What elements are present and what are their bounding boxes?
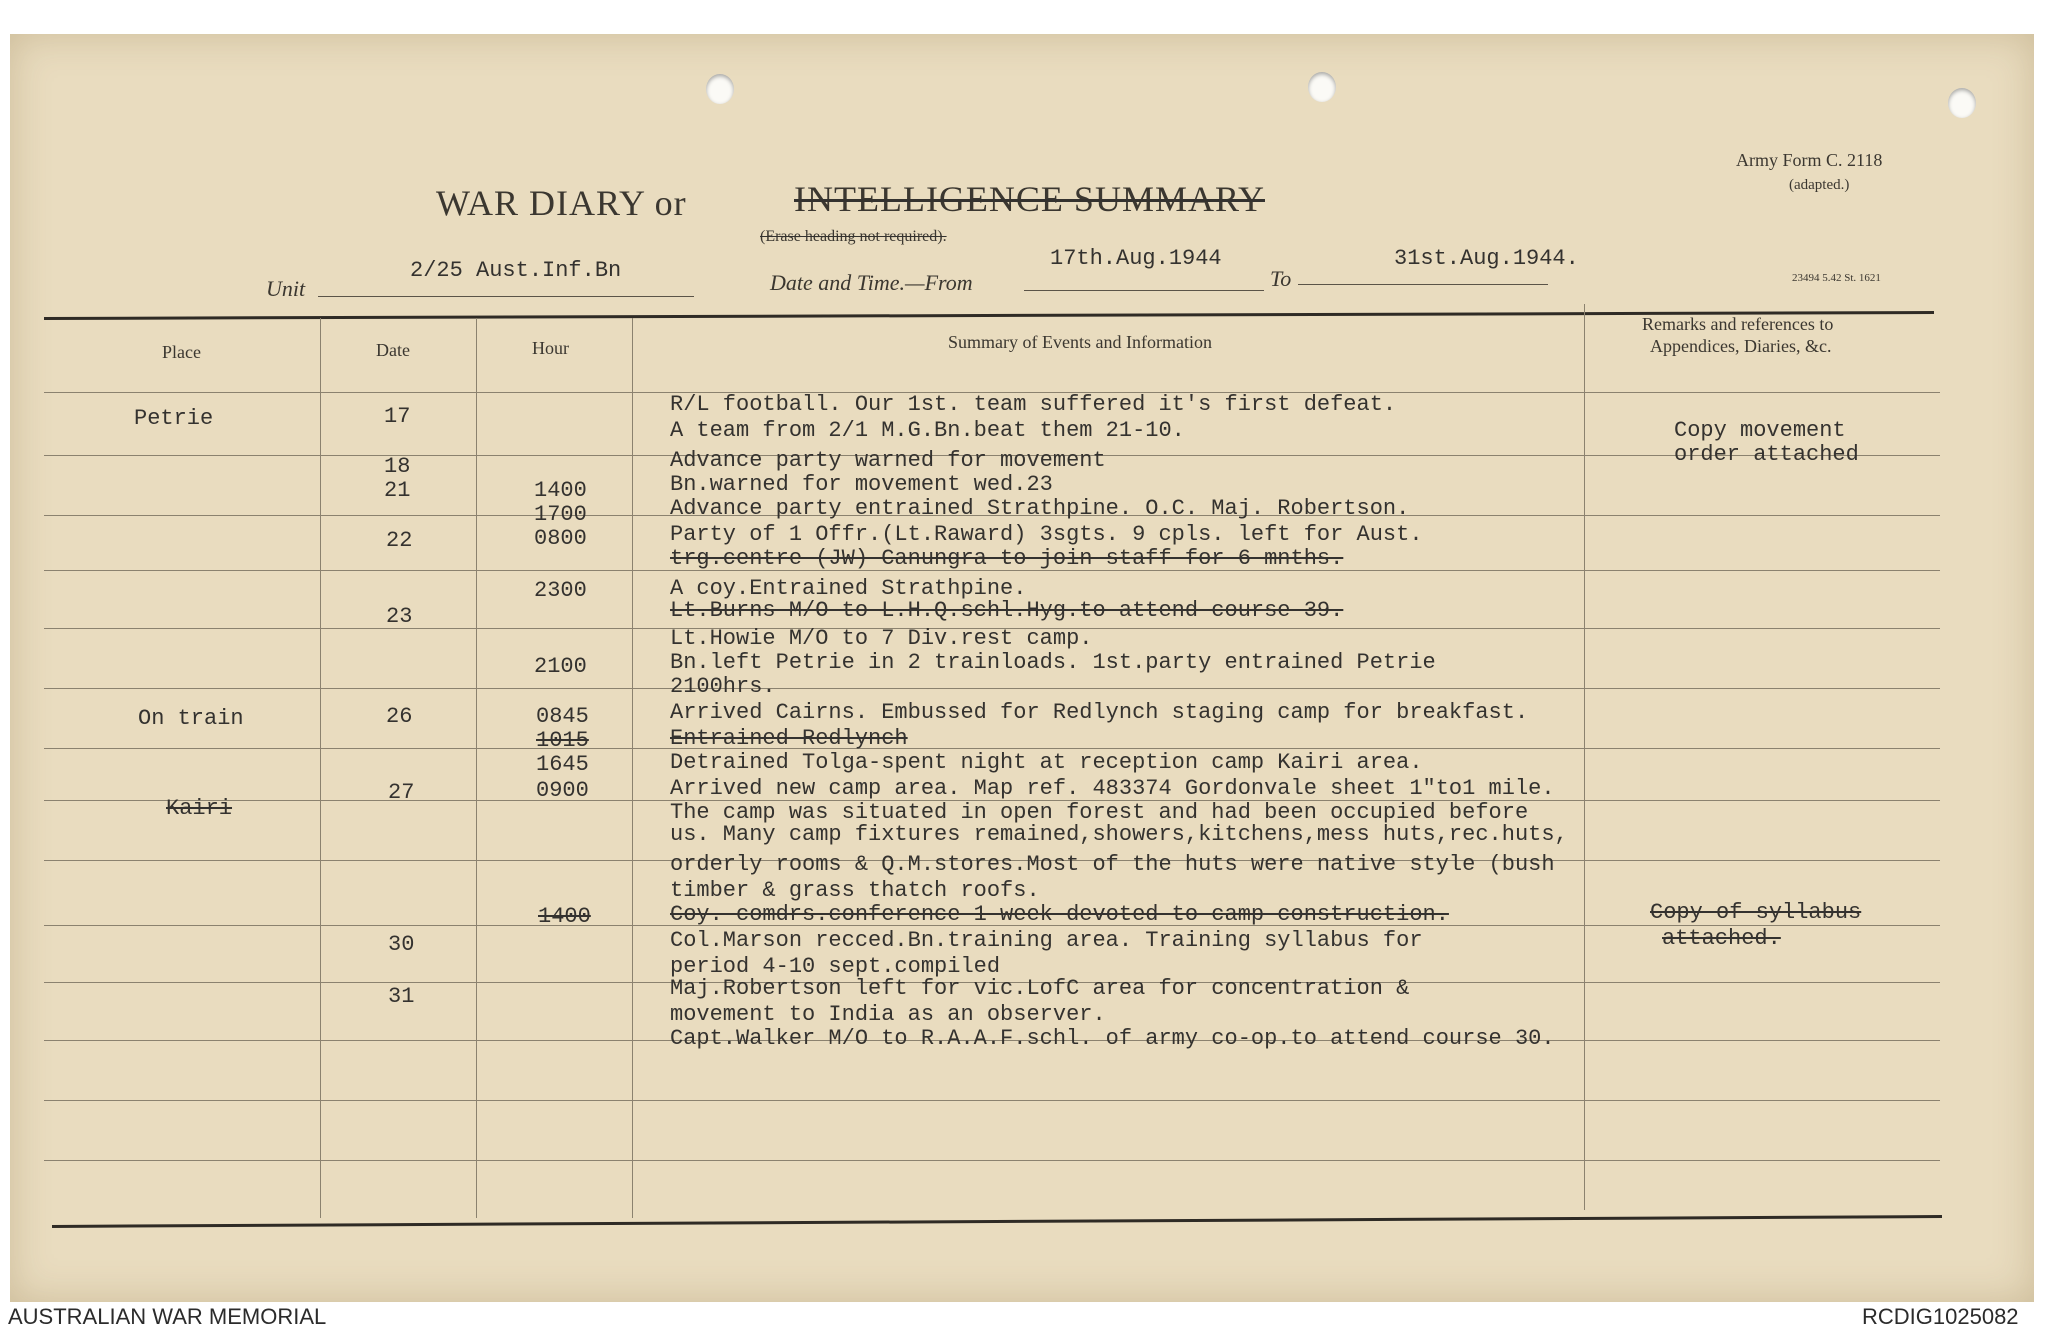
column-divider (632, 318, 633, 1218)
print-code: 23494 5.42 St. 1621 (1792, 272, 1881, 284)
hour-cell: 0800 (534, 526, 587, 551)
summary-line: Advance party entrained Strathpine. O.C. Maj. Robertson. (670, 496, 1410, 521)
summary-line: A team from 2/1 M.G.Bn.beat them 21-10. (670, 418, 1185, 443)
hour-cell: 0845 (536, 704, 589, 729)
date-cell: 31 (388, 984, 415, 1009)
row-rule (44, 1100, 1940, 1101)
date-to-value: 31st.Aug.1944. (1394, 246, 1579, 271)
summary-line: A coy.Entrained Strathpine. (670, 576, 1027, 601)
column-divider (320, 318, 321, 1218)
remarks-line: Copy of syllabus (1650, 900, 1862, 925)
footer-id: RCDIG1025082 (1862, 1304, 2019, 1329)
unit-value: 2/25 Aust.Inf.Bn (410, 258, 622, 283)
punch-hole (1308, 72, 1336, 102)
summary-line: Arrived Cairns. Embussed for Redlynch staging camp for breakfast. (670, 700, 1529, 725)
date-cell: 22 (386, 528, 413, 553)
date-cell: 30 (388, 932, 415, 957)
army-form-label: Army Form C. 2118 (1736, 150, 1883, 170)
place-cell: Kairi (166, 796, 233, 821)
summary-line: Capt.Walker M/O to R.A.A.F.schl. of army co-op.to attend course 30. (670, 1026, 1555, 1051)
adapted-label: (adapted.) (1789, 177, 1850, 193)
date-cell: 23 (386, 604, 413, 629)
hour-cell: 2300 (534, 578, 587, 603)
title-intelligence-summary: INTELLIGENCE SUMMARY (794, 179, 1265, 219)
hour-cell: 1015 (536, 728, 589, 753)
hour-cell: 1645 (536, 752, 589, 777)
summary-line: Maj.Robertson left for vic.LofC area for concentration & (670, 976, 1410, 1001)
summary-line: Bn.warned for movement wed.23 (670, 472, 1053, 497)
column-header-place: Place (162, 342, 201, 362)
summary-line: Lt.Burns M/O to L.H.Q.schl.Hyg.to attend course 39. (670, 598, 1344, 623)
summary-line: Advance party warned for movement (670, 448, 1106, 473)
title-war-diary: WAR DIARY or (436, 183, 687, 223)
hour-cell: 1400 (538, 904, 591, 929)
date-cell: 21 (384, 478, 411, 503)
summary-line: period 4-10 sept.compiled (670, 954, 1001, 979)
hour-cell: 0900 (536, 778, 589, 803)
row-rule (44, 1160, 1940, 1161)
place-cell: Petrie (134, 406, 214, 431)
column-header-date: Date (376, 340, 410, 360)
hour-cell: 2100 (534, 654, 587, 679)
column-header-hour: Hour (532, 338, 569, 358)
column-divider (1584, 304, 1585, 1210)
remarks-line: attached. (1662, 926, 1781, 951)
summary-line: Lt.Howie M/O to 7 Div.rest camp. (670, 626, 1093, 651)
column-header-remarks-2: Appendices, Diaries, &c. (1650, 336, 1832, 356)
erase-note: (Erase heading not required). (760, 228, 947, 245)
hour-cell: 1700 (534, 502, 587, 527)
remarks-line: order attached (1674, 442, 1859, 467)
summary-line: Entrained Redlynch (670, 726, 908, 751)
summary-line: us. Many camp fixtures remained,showers,kitchens,mess huts,rec.huts, (670, 822, 1568, 847)
date-from-label: Date and Time.—From (770, 270, 973, 295)
date-cell: 17 (384, 404, 411, 429)
remarks-line: Copy movement (1674, 418, 1846, 443)
summary-line: movement to India as an observer. (670, 1002, 1106, 1027)
summary-line: Arrived new camp area. Map ref. 483374 Gordonvale sheet 1"to1 mile. (670, 776, 1555, 801)
place-cell: On train (138, 706, 244, 731)
summary-line: Coy. comdrs.conference-1 week devoted to camp construction. (670, 902, 1449, 927)
date-cell: 18 (384, 454, 411, 479)
column-header-summary: Summary of Events and Information (948, 332, 1212, 352)
unit-label: Unit (266, 276, 306, 301)
date-cell: 26 (386, 704, 413, 729)
summary-line: timber & grass thatch roofs. (670, 878, 1040, 903)
date-cell: 27 (388, 780, 415, 805)
summary-line: trg.centre (JW) Canungra-to join staff for 6 mnths. (670, 546, 1344, 571)
column-divider (476, 318, 477, 1218)
column-header-remarks-1: Remarks and references to (1642, 314, 1834, 334)
date-to-label: To (1270, 266, 1292, 291)
summary-line: R/L football. Our 1st. team suffered it's first defeat. (670, 392, 1397, 417)
summary-line: The camp was situated in open forest and had been occupied before (670, 800, 1529, 825)
summary-line: 2100hrs. (670, 674, 776, 699)
to-underline (1298, 284, 1548, 285)
punch-hole (1948, 88, 1976, 118)
summary-line: Detrained Tolga-spent night at reception camp Kairi area. (670, 750, 1423, 775)
row-rule (44, 748, 1940, 749)
unit-underline (318, 296, 694, 297)
footer-source: AUSTRALIAN WAR MEMORIAL (8, 1304, 327, 1329)
punch-hole (706, 74, 734, 104)
row-rule (44, 688, 1940, 689)
summary-line: Party of 1 Offr.(Lt.Raward) 3sgts. 9 cpls. left for Aust. (670, 522, 1423, 547)
hour-cell: 1400 (534, 478, 587, 503)
date-from-value: 17th.Aug.1944 (1050, 246, 1222, 271)
summary-line: Bn.left Petrie in 2 trainloads. 1st.party entrained Petrie (670, 650, 1436, 675)
from-underline (1024, 290, 1264, 291)
summary-line: Col.Marson recced.Bn.training area. Training syllabus for (670, 928, 1423, 953)
summary-line: orderly rooms & Q.M.stores.Most of the huts were native style (bush (670, 852, 1555, 877)
